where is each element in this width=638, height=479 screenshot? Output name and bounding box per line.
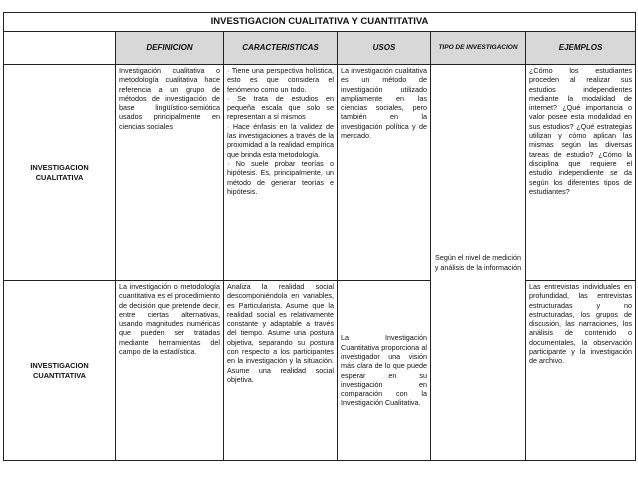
row-label-cuantitativa: INVESTIGACION CUANTITATIVA [4, 281, 116, 461]
header-tipo: TIPO DE INVESTIGACION [431, 32, 526, 65]
cuantitativa-caracteristicas: Analiza la realidad social descomponiéndola en variables, es Particularista. Asume que la realidad social es relativamente constante y adaptable a través del tiempo. Asume una postura objetiva, separando su postura con respecto a los participantes en la investigación y la situación. Asume una realidad social objetiva. [224, 281, 338, 461]
cualitativa-ejemplos: ¿Cómo los estudiantes proceden al realizar sus estudios independientes mediante la modalidad de internet? ¿Qué importancia o valor posee esta modalidad en sus estudios? ¿Qué estrategias utilizan y cómo aplican las mismas según las diversas tareas de estudio? ¿Cómo la disciplina que requiere el estudio independiente se da según los diferentes tipos de estudiantes? [526, 65, 636, 281]
header-ejemplos: EJEMPLOS [526, 32, 636, 65]
cualitativa-usos: La investigación cualitativa es un método de investigación utilizado ampliamente en las ciencias sociales, pero también en la investigación política y de mercado. [338, 65, 431, 281]
caracteristica-item: · Hace énfasis en la validez de las investigaciones a través de la proximidad a la realidad empírica que brinda esta metodología. [227, 121, 334, 159]
row-label-cualitativa: INVESTIGACION CUALITATIVA [4, 65, 116, 281]
caracteristica-item: · Se trata de estudios en pequeña escala que solo se representan a sí mismos [227, 93, 334, 122]
header-definicion: DEFINICION [116, 32, 224, 65]
cuantitativa-ejemplos: Las entrevistas individuales en profundidad, las entrevistas estructuradas y no estructuradas, los grupos de discusión, las narraciones, los análisis de contenido o documentales, la observación participante y la investigación de archivo. [526, 281, 636, 461]
header-usos: USOS [338, 32, 431, 65]
tipo-investigacion-cell: Según el nivel de medición y análisis de la información [431, 65, 526, 461]
cuantitativa-usos: La Investigación Cuantitativa proporciona al investigador una visión más clara de lo que puede esperar en su investigación en comparación con la Investigación Cualitativa. [338, 281, 431, 461]
empty-corner-cell [4, 32, 116, 65]
title-row [4, 13, 636, 32]
cuantitativa-definicion: La investigación o metodología cuantitativa es el procedimiento de decisión que pretende decir, entre ciertas alternativas, usando magnitudes numéricas que pueden ser tratadas mediante herramientas del campo de la estadística. [116, 281, 224, 461]
cualitativa-caracteristicas [224, 65, 338, 281]
row-cuantitativa [4, 281, 636, 461]
comparison-table [3, 12, 636, 461]
cualitativa-definicion: Investigación cualitativa o metodología cualitativa hace referencia a un grupo de métodos de investigación de base lingüístico-semiótica usados principalmente en ciencias sociales [116, 65, 224, 281]
header-row [4, 32, 636, 65]
row-cualitativa [4, 65, 636, 281]
header-caracteristicas: CARACTERISTICAS [224, 32, 338, 65]
caracteristica-item: · Tiene una perspectiva holística, esto es que considera el fenómeno como un todo. [227, 66, 334, 94]
caracteristica-item: · No suele probar teorías o hipótesis. Es, principalmente, un método de generar teorías e hipótesis. [227, 158, 334, 196]
table-title: INVESTIGACION CUALITATIVA Y CUANTITATIVA [4, 13, 636, 32]
